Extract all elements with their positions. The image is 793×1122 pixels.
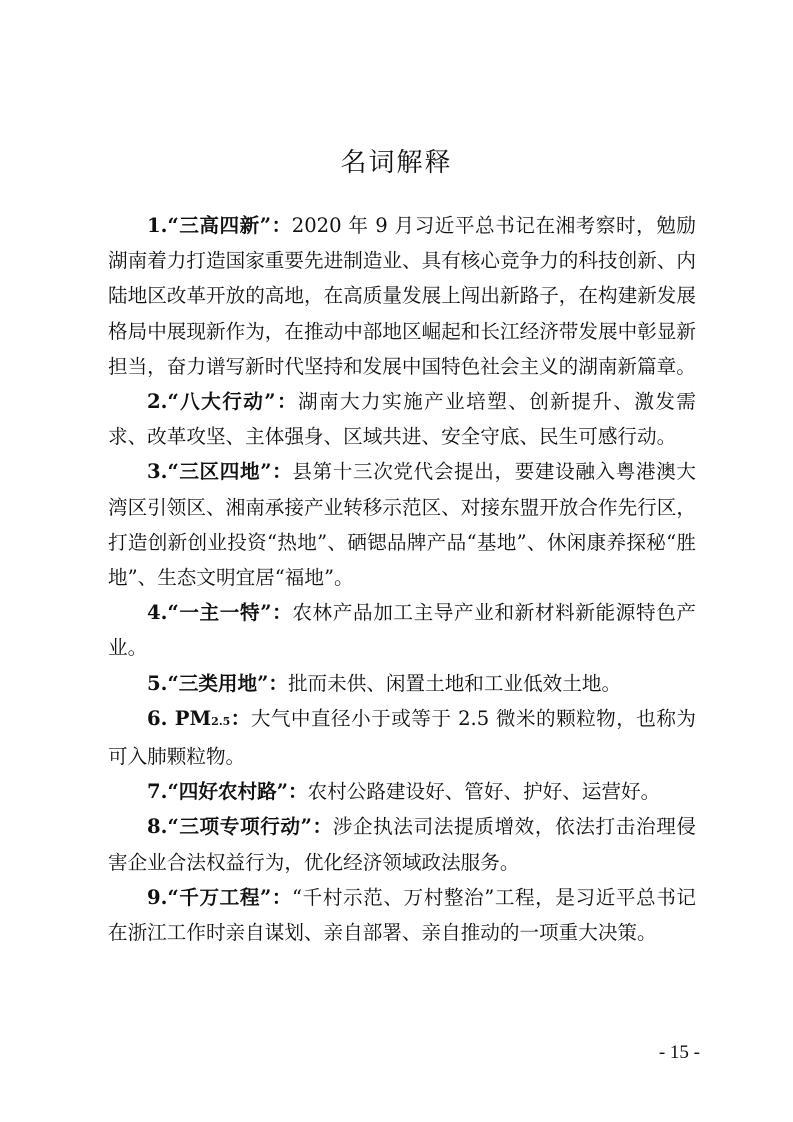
entry-term: 5.“三类用地”： xyxy=(147,671,288,695)
entry-term-colon: ： xyxy=(230,706,251,730)
entry-term: 8.“三项专项行动”： xyxy=(147,815,333,839)
glossary-entry-9 xyxy=(108,880,696,950)
glossary-entry-7 xyxy=(108,774,696,809)
entry-text: 大气中直径小于或等于 2.5 微米的颗粒物，也称为可入肺颗粒物。 xyxy=(108,706,696,769)
entry-term xyxy=(147,707,251,730)
entry-text: 批而未供、闲置土地和工业低效土地。 xyxy=(287,671,622,695)
glossary-entry-8 xyxy=(108,809,696,879)
glossary-list xyxy=(108,208,696,950)
glossary-entry-1 xyxy=(108,208,696,384)
glossary-entry-2 xyxy=(108,384,696,454)
entry-term: 1.“三高四新”： xyxy=(147,214,292,237)
entry-term: 2.“八大行动”： xyxy=(147,390,298,414)
entry-text: 湖南大力实施产业培塑、创新提升、激发需求、改革攻坚、主体强身、区域共进、安全守底、民生可感行动。 xyxy=(108,390,697,449)
entry-text: 县第十三次党代会提出，要建设融入粤港澳大湾区引领区、湘南承接产业转移示范区、对接东盟开放合作先行区，打造创新创业投资“热地”、硒锶品牌产品“基地”、休闲康养探秘“胜地”、生态文明宜居“福地”。 xyxy=(108,460,697,590)
entry-term-main: 6. PM xyxy=(147,706,212,730)
entry-text: “千村示范、万村整治”工程，是习近平总书记在浙江工作时亲自谋划、亲自部署、亲自推动的一项重大决策。 xyxy=(108,885,696,945)
glossary-entry-3 xyxy=(108,454,696,595)
glossary-entry-5 xyxy=(108,666,696,701)
page-number: - 15 - xyxy=(658,1042,700,1063)
entry-text: 2020 年 9 月习近平总书记在湘考察时，勉励湖南着力打造国家重要先进制造业、具有核心竞争力的科技创新、内陆地区改革开放的高地，在高质量发展上闯出新路子，在构建新发展格局中展现新作为，在推动中部地区崛起和长江经济带发展中彰显新担当，奋力谱写新时代坚持和发展中国特色社会主义的湖南新篇章。 xyxy=(108,214,696,378)
page-title: 名词解释 xyxy=(340,148,453,178)
entry-term: 9.“千万工程”： xyxy=(147,885,293,909)
entry-term: 7.“四好农村路”： xyxy=(147,780,308,804)
entry-term-subscript: 2.5 xyxy=(211,714,231,728)
entry-text: 农村公路建设好、管好、护好、运营好。 xyxy=(307,780,661,804)
entry-text: 涉企执法司法提质增效，依法打击治理侵害企业合法权益行为，优化经济领域政法服务。 xyxy=(108,815,697,874)
glossary-entry-6 xyxy=(108,701,696,774)
entry-term: 4.“一主一特”： xyxy=(147,601,293,625)
entry-text: 农林产品加工主导产业和新材料新能源特色产业。 xyxy=(108,601,697,660)
entry-term: 3.“三区四地”： xyxy=(147,460,293,484)
glossary-entry-4 xyxy=(108,595,696,665)
